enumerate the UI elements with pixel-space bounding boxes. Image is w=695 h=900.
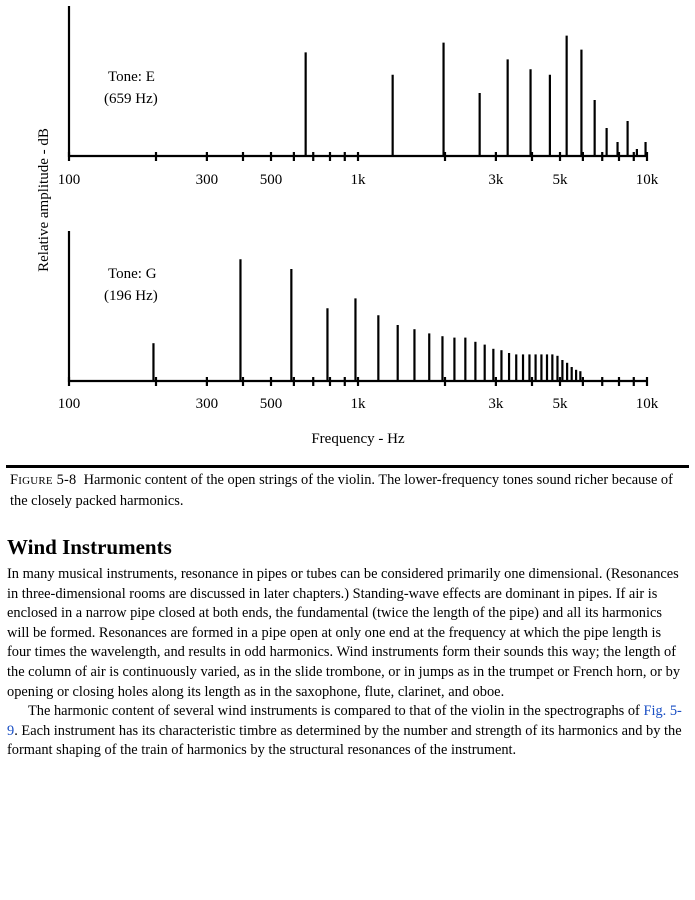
x-axis-label: Frequency - Hz [311, 431, 405, 447]
x-tick-label: 5k [552, 172, 568, 188]
tone-e-frequency: (659 Hz) [104, 91, 158, 107]
tone-e-title: Tone: E [108, 69, 155, 85]
x-tick-label: 100 [57, 172, 81, 188]
section-heading: Wind Instruments [7, 535, 172, 559]
x-tick-label: 3k [488, 172, 504, 188]
x-tick-label: 300 [195, 396, 219, 412]
x-tick-label: 10k [635, 172, 659, 188]
caption-text: Harmonic content of the open strings of the violin. The lower-frequency tones sound richer because of the closely packed harmonics. [10, 472, 673, 509]
x-tick-label: 500 [259, 172, 283, 188]
body-paragraph: In many musical instruments, resonance in pipes or tubes can be considered primarily one dimensional. (Resonances in three-dimensional rooms are discussed in later chapters.) Standing-wave effects are dominant in pipes. If air is enclosed in a narrow pipe closed at both ends, the fundamental (twice the length of the pipe) and all its harmonics will be formed. Resonances are formed in a pipe open at only one end at the frequency at which the pipe length is four times the wavelength, and results in odd harmonics. Wind instruments form their sounds this way; the length of the column of air is continuously varied, as in the slide trombone, or in jumps as in the trumpet or French horn, or by opening or closing holes along its length as in the saxophone, flute, clarinet, and oboe. [7, 566, 681, 700]
tone-g-frequency: (196 Hz) [104, 288, 158, 304]
x-tick-label: 10k [635, 396, 659, 412]
x-tick-label: 300 [195, 172, 219, 188]
y-axis-label: Relative amplitude - dB [36, 128, 52, 272]
x-tick-label: 1k [350, 172, 366, 188]
tone-e-spectrum-panel [58, 6, 659, 188]
figure-label: FIGURE 5-8 [10, 472, 77, 488]
x-tick-label: 3k [488, 396, 504, 412]
figure-reference-link[interactable]: Fig. 5-9 [7, 703, 682, 739]
x-tick-label: 500 [259, 396, 283, 412]
figure-caption [10, 470, 680, 511]
x-tick-label: 100 [57, 396, 81, 412]
x-tick-label: 5k [552, 396, 568, 412]
caption-rule [6, 465, 689, 468]
x-tick-label: 1k [350, 396, 366, 412]
tone-g-title: Tone: G [108, 266, 157, 282]
body-paragraph: The harmonic content of several wind instruments is compared to that of the violin in the spectrographs of Fig. 5-9. Each instrument has its characteristic timbre as determined by the number and strength of its harmonics and by the formant shaping of the train of harmonics by the structural resonances of the instrument. [7, 703, 682, 759]
section-body [7, 565, 683, 761]
tone-g-spectrum-panel [58, 231, 659, 412]
